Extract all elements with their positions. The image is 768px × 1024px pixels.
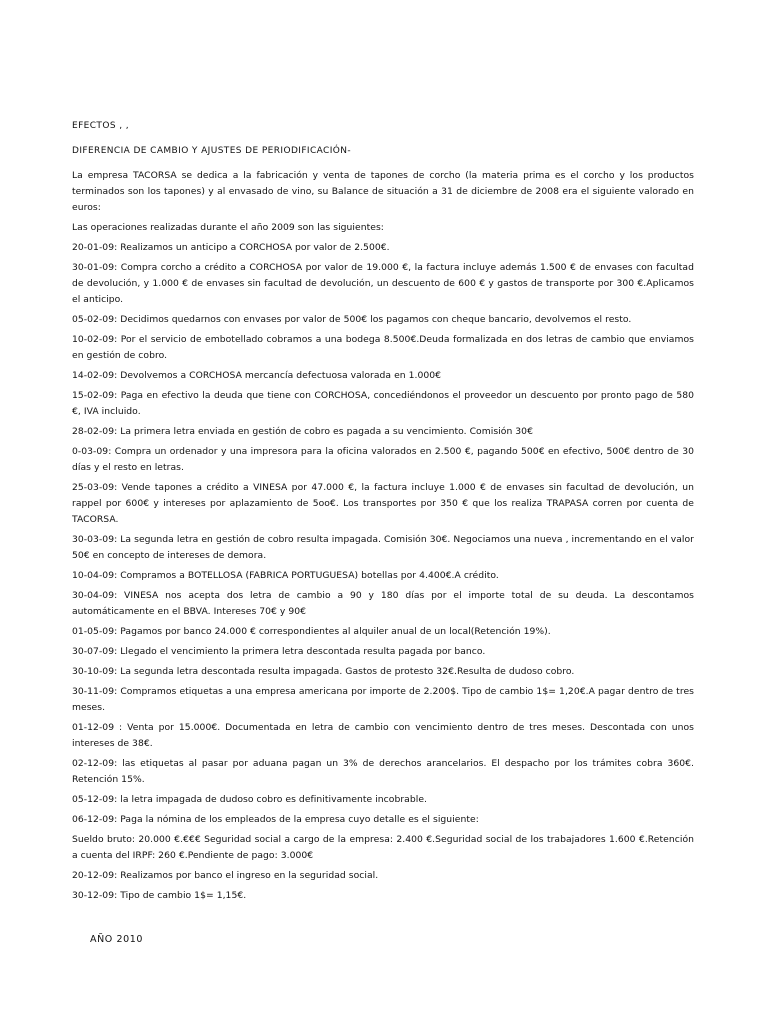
document-body [72, 118, 694, 908]
operation-item: 20-12-09: Realizamos por banco el ingreso en la seguridad social. [72, 870, 379, 881]
operation-item: 06-12-09: Paga la nómina de los empleados de la empresa cuyo detalle es el siguiente: [72, 814, 479, 825]
operation-item: 10-02-09: Por el servicio de embotellado cobramos a una bodega 8.500€.Deuda formalizada en dos letras de cambio que enviamos en gestión de cobro. [72, 334, 694, 361]
operation-item: 05-02-09: Decidimos quedarnos con envases por valor de 500€ los pagamos con cheque bancario, devolvemos el resto. [72, 314, 632, 325]
intro-paragraph: La empresa TACORSA se dedica a la fabricación y venta de tapones de corcho (la materia prima es el corcho y los productos terminados son los tapones) y al envasado de vino, su Balance de situación a 31 de diciembre de 2008 era el siguiente valorado en euros: [72, 170, 694, 213]
operation-item: 01-05-09: Pagamos por banco 24.000 € correspondientes al alquiler anual de un local(Retención 19%). [72, 626, 551, 637]
operations-intro: Las operaciones realizadas durante el año 2009 son las siguientes: [72, 222, 384, 233]
operation-item: 14-02-09: Devolvemos a CORCHOSA mercancía defectuosa valorada en 1.000€ [72, 370, 442, 381]
operation-item: 01-12-09 : Venta por 15.000€. Documentada en letra de cambio con vencimiento dentro de tres meses. Descontada con unos intereses de 38€. [72, 722, 694, 749]
operation-item: 30-12-09: Tipo de cambio 1$= 1,15€. [72, 890, 247, 901]
operation-item: 30-07-09: Llegado el vencimiento la primera letra descontada resulta pagada por banco. [72, 646, 486, 657]
operation-item: 28-02-09: La primera letra enviada en gestión de cobro es pagada a su vencimiento. Comisión 30€ [72, 426, 533, 437]
operation-item: 30-01-09: Compra corcho a crédito a CORCHOSA por valor de 19.000 €, la factura incluye además 1.500 € de envases con facultad de devolución, y 1.000 € de envases sin facultad de devolución, un descuento de 600 € y gastos de transporte por 300 €.Aplicamos el anticipo. [72, 262, 694, 305]
operation-item: 05-12-09: la letra impagada de dudoso cobro es definitivamente incobrable. [72, 794, 427, 805]
operation-item: 20-01-09: Realizamos un anticipo a CORCHOSA por valor de 2.500€. [72, 242, 390, 253]
heading-efectos: EFECTOS , , [72, 121, 129, 131]
heading-diferencia-cambio: DIFERENCIA DE CAMBIO Y AJUSTES DE PERIODIFICACIÓN- [72, 146, 352, 156]
operation-item: 10-04-09: Compramos a BOTELLOSA (FABRICA PORTUGUESA) botellas por 4.400€.A crédito. [72, 570, 499, 581]
operation-item: 30-11-09: Compramos etiquetas a una empresa americana por importe de 2.200$. Tipo de cambio 1$= 1,20€.A pagar dentro de tres meses. [72, 686, 694, 713]
footer-year: AÑO 2010 [90, 934, 144, 945]
operation-item: 30-03-09: La segunda letra en gestión de cobro resulta impagada. Comisión 30€. Negociamos una nueva , incrementando en el valor 50€ en concepto de intereses de demora. [72, 534, 694, 561]
operation-item: 02-12-09: las etiquetas al pasar por aduana pagan un 3% de derechos arancelarios. El despacho por los trámites cobra 360€. Retención 15%. [72, 758, 694, 785]
operation-item: 30-04-09: VINESA nos acepta dos letra de cambio a 90 y 180 días por el importe total de su deuda. La descontamos automáticamente en el BBVA. Intereses 70€ y 90€ [72, 590, 694, 617]
operation-item: 0-03-09: Compra un ordenador y una impresora para la oficina valorados en 2.500 €, pagando 500€ en efectivo, 500€ dentro de 30 días y el resto en letras. [72, 446, 694, 473]
payroll-detail: Sueldo bruto: 20.000 €.€€€ Seguridad social a cargo de la empresa: 2.400 €.Seguridad social de los trabajadores 1.600 €.Retención a cuenta del IRPF: 260 €.Pendiente de pago: 3.000€ [72, 834, 694, 861]
operation-item: 25-03-09: Vende tapones a crédito a VINESA por 47.000 €, la factura incluye 1.000 € de envases sin facultad de devolución, un rappel por 600€ y intereses por aplazamiento de 5oo€. Los transportes por 350 € que los realiza TRAPASA corren por cuenta de TACORSA. [72, 482, 694, 525]
operation-item: 30-10-09: La segunda letra descontada resulta impagada. Gastos de protesto 32€.Resulta de dudoso cobro. [72, 666, 575, 677]
operation-item: 15-02-09: Paga en efectivo la deuda que tiene con CORCHOSA, concediéndonos el proveedor un descuento por pronto pago de 580 €, IVA incluido. [72, 390, 694, 417]
